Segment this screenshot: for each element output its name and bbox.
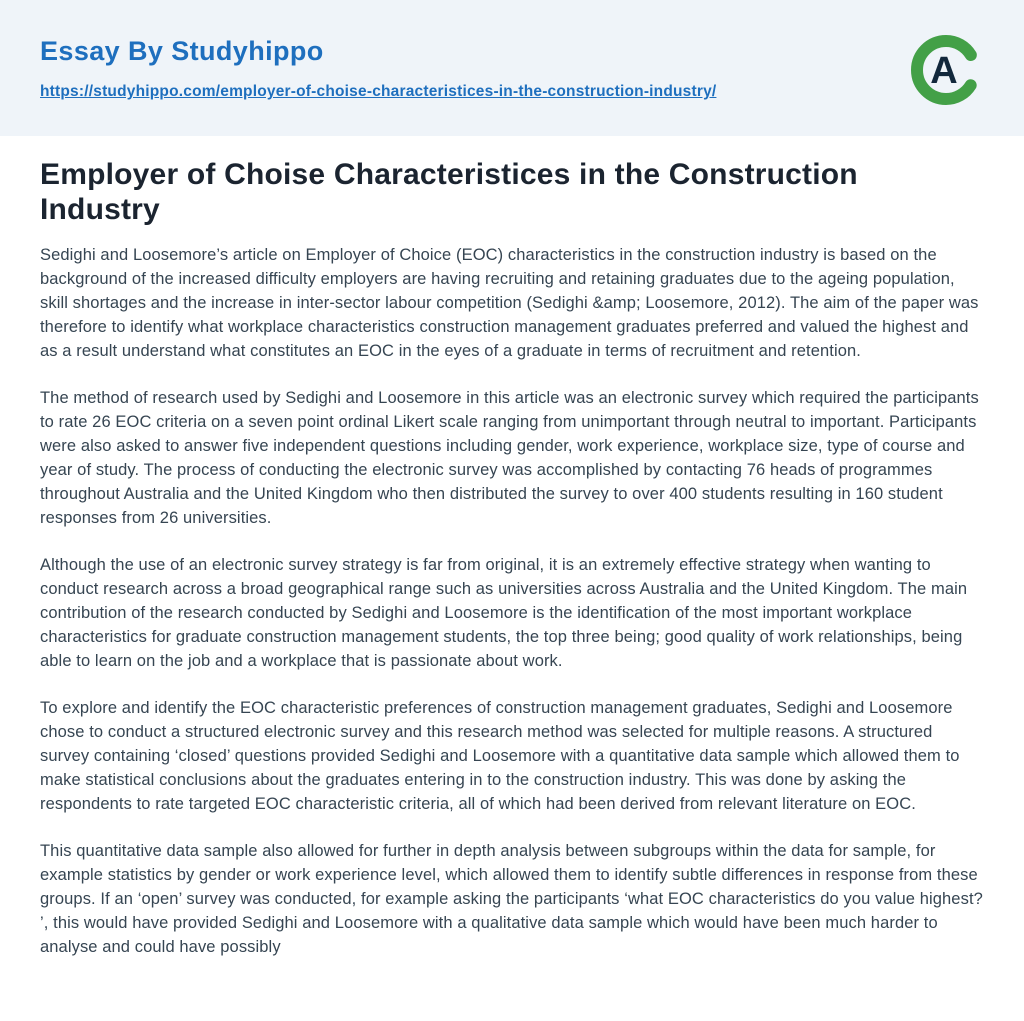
article-paragraph-2: The method of research used by Sedighi and Loosemore in this article was an electronic survey which required the participants to rate 26 EOC criteria on a seven point ordinal Likert scale ranging from unimportant through neutral to important. Participants were also asked to answer five independent questions including gender, work experience, workplace size, type of course and year of study. The process of conducting the electronic survey was accomplished by contacting 76 heads of programmes throughout Australia and the United Kingdom who then distributed the survey to over 400 students resulting in 160 student responses from 26 universities. bbox=[40, 389, 979, 527]
article-paragraph-3: Although the use of an electronic survey strategy is far from original, it is an extremely effective strategy when wanting to conduct research across a broad geographical range such as universities across Australia and the United Kingdom. The main contribution of the research conducted by Sedighi and Loosemore is the identification of the most important workplace characteristics for graduate construction management students, the top three being; good quality of work relationships, being able to learn on the job and a workplace that is passionate about work. bbox=[40, 556, 968, 670]
article bbox=[0, 136, 1024, 959]
source-url-link[interactable]: https://studyhippo.com/employer-of-choise-characteristices-in-the-construction-industry/ bbox=[40, 83, 717, 100]
article-title: Employer of Choise Characteristices in the Construction Industry bbox=[40, 158, 858, 226]
header-text-block bbox=[40, 36, 716, 101]
logo-letter: A bbox=[930, 50, 958, 92]
header bbox=[0, 0, 1024, 136]
site-title: Essay By Studyhippo bbox=[40, 36, 324, 66]
article-paragraph-4: To explore and identify the EOC characteristic preferences of construction management graduates, Sedighi and Loosemore chose to conduct a structured electronic survey and this research method was selected for multiple reasons. A structured survey containing ‘closed’ questions provided Sedighi and Loosemore with a quantitative data sample which allowed them to make statistical conclusions about the graduates entering in to the construction industry. This was done by asking the respondents to rate targeted EOC characteristic criteria, all of which had been derived from relevant literature on EOC. bbox=[40, 699, 960, 813]
article-paragraph-5: This quantitative data sample also allowed for further in depth analysis between subgroups within the data for sample, for example statistics by gender or work experience level, which allowed them to identify subtle differences in response from these groups. If an ‘open’ survey was conducted, for example asking the participants ‘what EOC characteristics do you value highest? ’, this would have provided Sedighi and Loosemore with a qualitative data sample which would have been much harder to analyse and could have possibly bbox=[40, 842, 983, 956]
studyhippo-logo-icon bbox=[908, 32, 984, 108]
article-paragraph-1: Sedighi and Loosemore’s article on Employer of Choice (EOC) characteristics in the construction industry is based on the background of the increased difficulty employers are having recruiting and retaining graduates due to the ageing population, skill shortages and the increase in inter-sector labour competition (Sedighi &amp; Loosemore, 2012). The aim of the paper was therefore to identify what workplace characteristics construction management graduates preferred and valued the highest and as a result understand what constitutes an EOC in the eyes of a graduate in terms of recruitment and retention. bbox=[40, 246, 979, 360]
